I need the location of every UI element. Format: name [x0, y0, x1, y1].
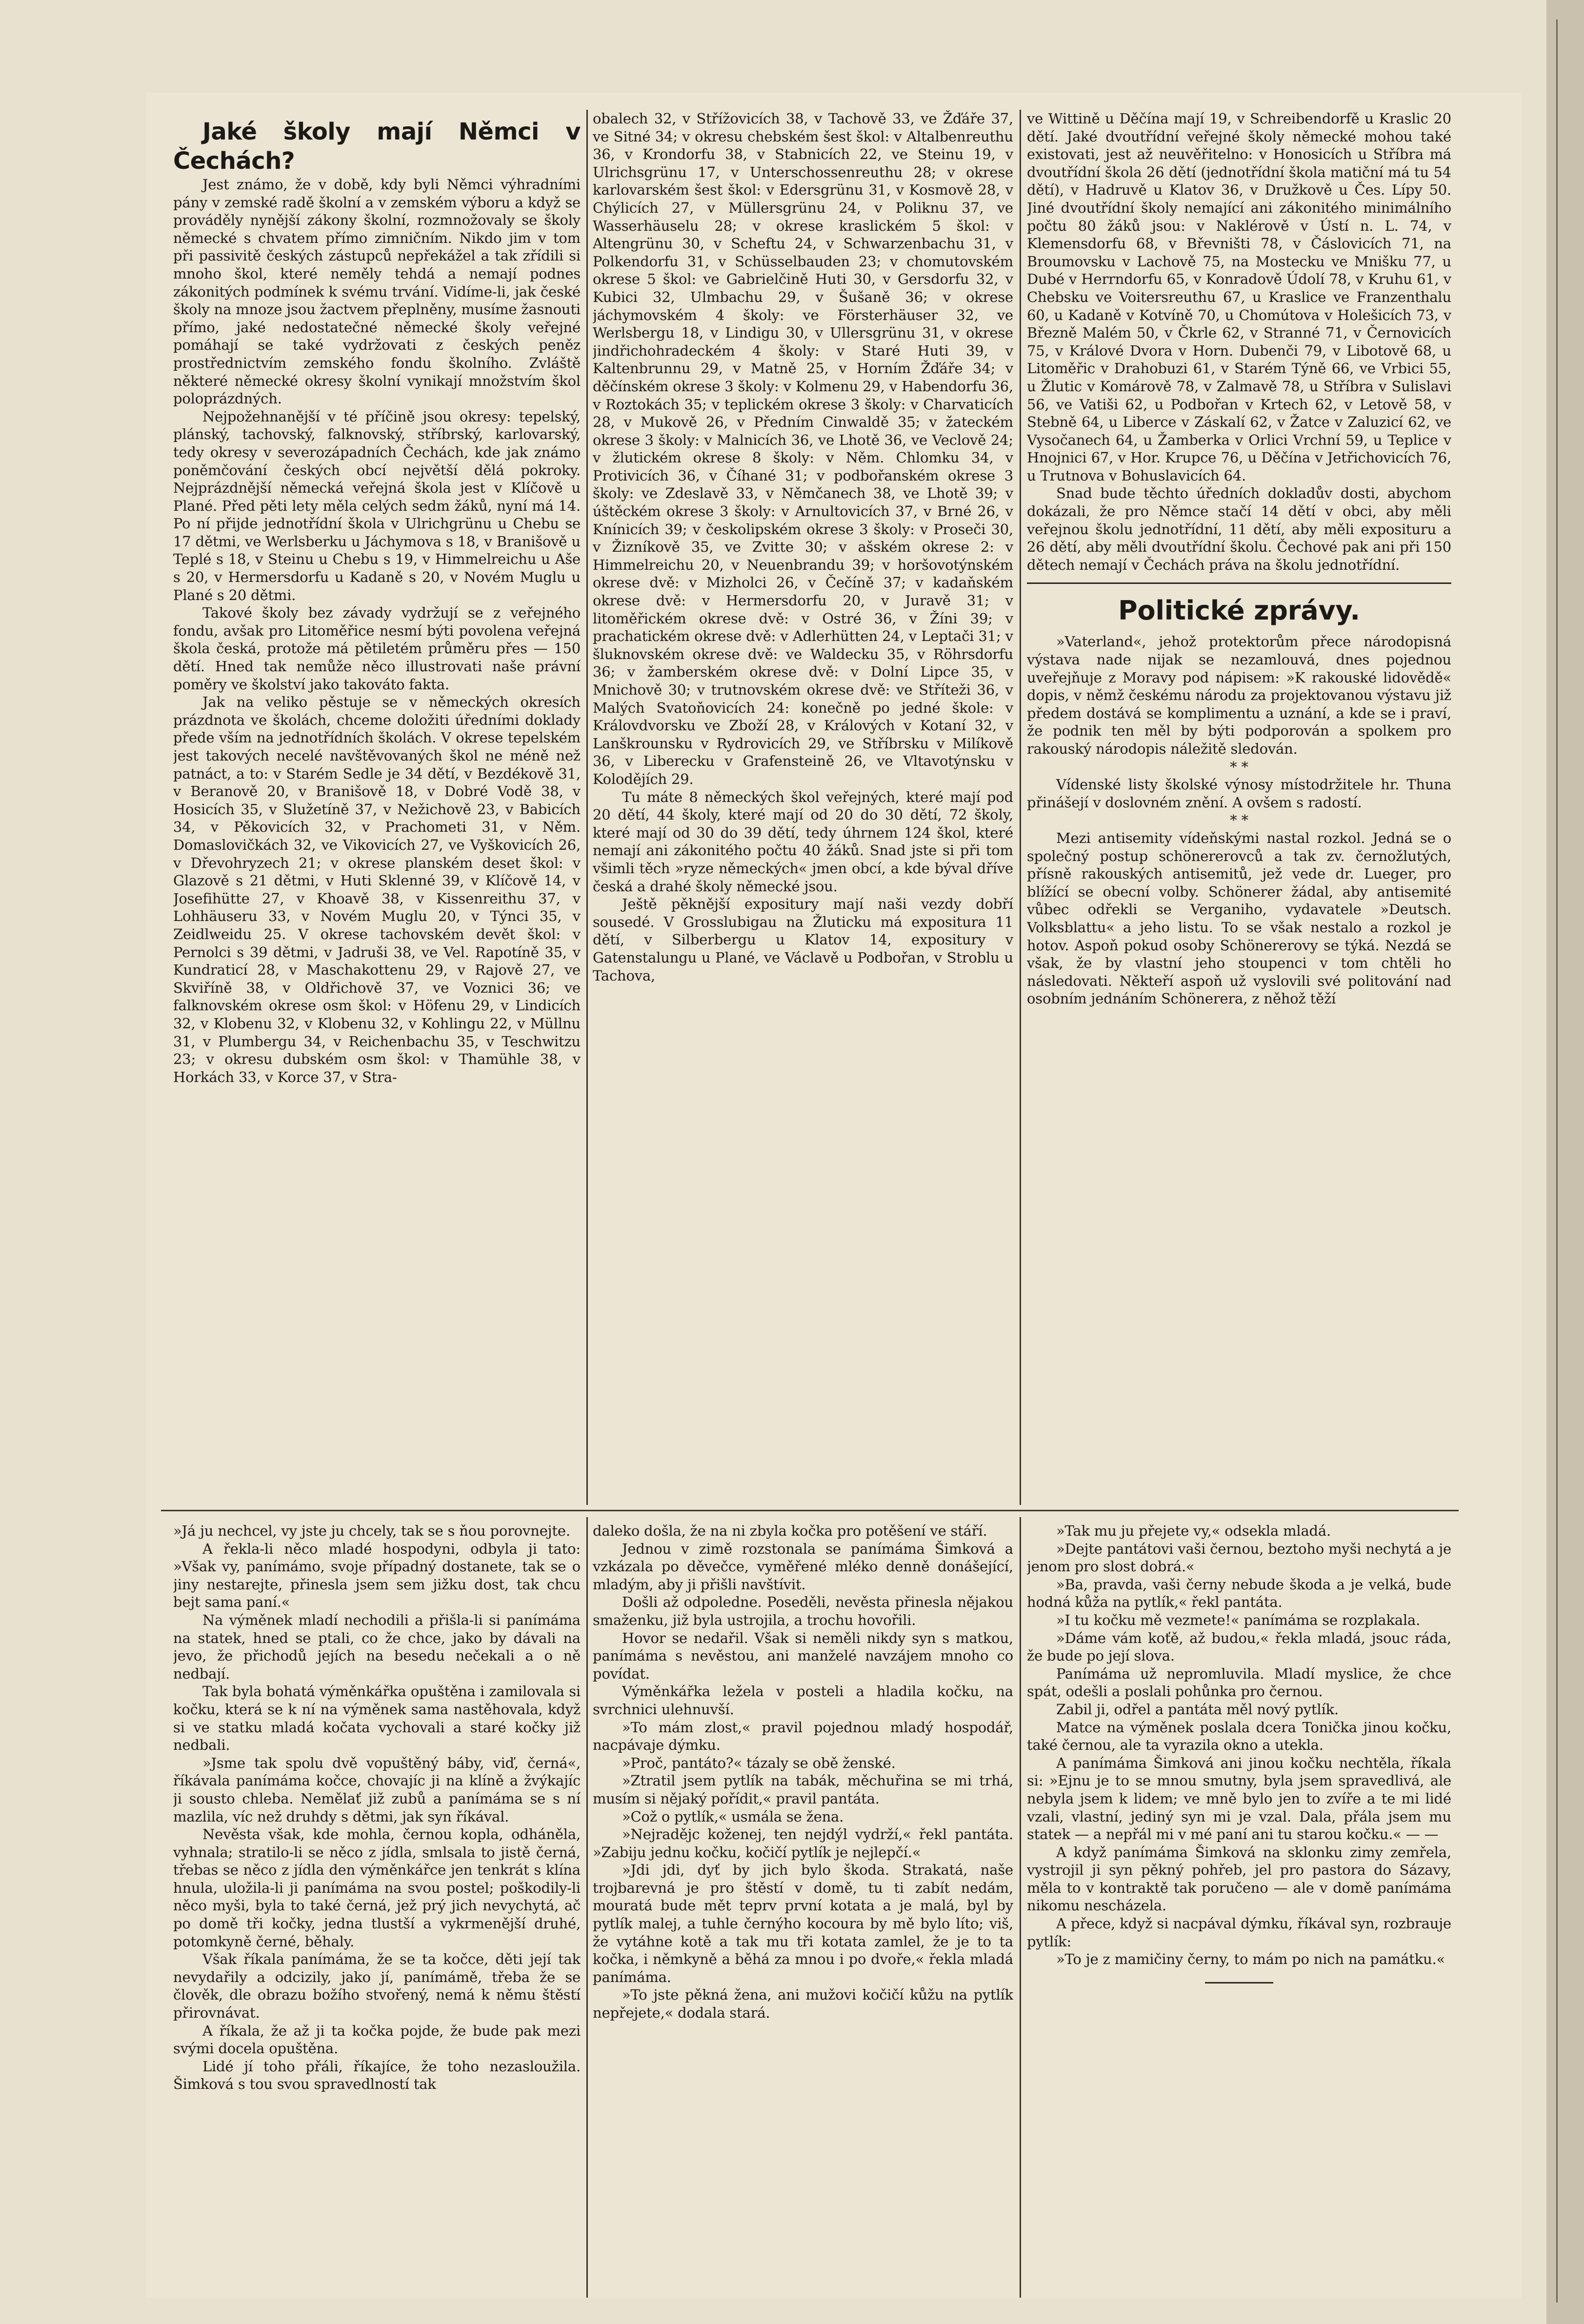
feuilleton-paragraph: Panímáma už nepromluvila. Mladí myslice, že chce spát, odešli a poslali pohůnka pro černou.: [1027, 1665, 1451, 1700]
article-paragraph: Nejpožehnanější v té příčině jsou okresy: tepelský, plánský, tachovský, falknovský, stříbrský, karlovarský, tedy okresy v severozápadních Čechách, kde jak známo poněmčování českých obcí největší dělá pokroky. Nejprázdnější německá veřejná škola jest v Klíčově u Plané. Před pěti lety měla celých sedm žáků, nyní má 14. Po ní přijde jednotřídní škola v Ulrichgrünu u Chebu se 17 dětmi, ve Werlsberku u Jáchymova s 18, v Branišově u Teplé s 18, v Steinu u Chebu s 19, v Himmelreichu u Aše s 20, v Hermersdorfu u Kadaně s 20, v Novém Muglu u Plané s 20 dětmi.: [173, 408, 581, 603]
page-edge: [1546, 0, 1584, 2324]
feuilleton-paragraph: Na výměnek mladí nechodili a přišla-li si panímáma na statek, hned se ptali, co že chce, jako by dávali na jevo, že přichodů jejích na besedu nečekali a o ně nedbají.: [173, 1611, 581, 1682]
feuilleton-paragraph: Nevěsta však, kde mohla, černou kopla, odháněla, vyhnala; stratilo-li se něco z jídla, smlsala to jistě černá, třebas se něco z jídla den výměnkářce jen tenkrát s klína hnula, uložila-li ji panímáma na svou postel; poškodily-li něco myši, byla to také černá, jež prý jich nevychytá, ač po domě tři kočky, jedna tlustší a vykrmenější druhé, potomkyně černé, běhaly.: [173, 1826, 581, 1950]
feuilleton-paragraph: daleko došla, že na ni zbyla kočka pro potěšení ve stáří.: [593, 1523, 987, 1539]
feuilleton-paragraph: »Jsme tak spolu dvě vopuštěný báby, viď, černá«, říkávala panímáma kočce, chovajíc ji na klíně a žvýkajíc ji sousto chleba. Nemělať již zubů a panímáma se s ní mazlila, víc než druhdy s dětmi, jak syn říkával.: [173, 1754, 581, 1825]
column-rule: [586, 110, 588, 1505]
separator-asterisks: * *: [1230, 812, 1248, 829]
feuilleton-paragraph: »To je z mamičiny černy, to mám po nich na památku.«: [1056, 1951, 1445, 1968]
feuilleton-paragraph: Tak byla bohatá výměnkářka opuštěna i zamilovala si kočku, která se k ní na výměnek sama nastěhovala, když si ve statku mladá kočata vychovali a staré kočky již nedbali.: [173, 1683, 581, 1754]
article-paragraph: Snad bude těchto úředních dokladův dosti, abychom dokázali, že pro Němce stačí 14 dětí v obci, aby měli veřejnou školu jednotřídní, 11 dětí, aby měli exposituru a 26 dětí, aby měli dvoutřídní školu. Čechové pak ani při 150 dětech nemají v Čechách práva na školu jednotřídní.: [1027, 485, 1451, 573]
feuilleton-paragraph: Matce na výměnek poslala dcera Tonička jinou kočku, také černou, ale ta vyrazila okno a utekla.: [1027, 1719, 1451, 1754]
feuilleton-paragraph: »Proč, pantáto?« tázaly se obě ženské.: [622, 1754, 896, 1771]
feuilleton-paragraph: Lidé jí toho přáli, říkajíce, že toho nezasloužila. Šimková s tou svou spravedlností tak: [173, 2058, 581, 2093]
article-headline: Jaké školy mají Němci v Čechách?: [173, 118, 581, 175]
column-rule: [1020, 110, 1021, 1505]
article-paragraph: Tu máte 8 německých škol veřejných, které mají pod 20 dětí, 44 školy, které mají od 20 do 30 dětí, 72 školy, které mají od 30 do 39 dětí, tedy úhrnem 124 škol, které nemají ani zákonitého počtu 40 žáků. Snad jste si při tom všimli těch »ryze německých« jmen obcí, a kde býval dříve česká a drahé školy německé jsou.: [593, 788, 1013, 895]
feuilleton-paragraph: Došli až odpoledne. Poseděli, nevěsta přinesla nějakou smaženku, již byla ustrojila, a trochu hovořili.: [593, 1594, 1013, 1628]
column-rule: [1020, 1517, 1021, 2298]
feuilleton-paragraph: Jednou v zimě rozstonala se panímáma Šimková a vzkázala po děvečce, vyměřené mléko denně donášející, mladým, aby ji přišli navštívit.: [593, 1540, 1013, 1593]
article-paragraph: Jest známo, že v době, kdy byli Němci výhradními pány v zemské radě školní a v zemském výboru a když se prováděly nynější zákony školní, rozmnožovaly se školy německé s chvatem přímo zimničním. Nikdo jim v tom při passivitě českých zástupců nepřekážel a tak zřídili si mnoho škol, které neměly tehdá a nemají podnes zákonitých podmínek k svému trvání. Vidíme-li, jak české školy na mnoze jsou žactvem přeplněny, musíme žasnouti přímo, jaké nedostatečné německé školy veřejné pomáhají se také vydržovati z českých peněz prostřednictvím zemského fondu školního. Zvláště některé německé okresy školní vynikají množstvím škol poloprázdných.: [173, 176, 581, 407]
feuilleton-paragraph: A když panímáma Šimková na sklonku zimy zemřela, vystrojil ji syn pěkný pohřeb, jel pro pastora do Sázavy, měla to v kontraktě tak poručeno — ale v domě panímáma nikomu nescházela.: [1027, 1843, 1451, 1914]
feuilleton-paragraph: »Což o pytlík,« usmála se žena.: [622, 1808, 844, 1825]
section-heading-politics: Politické zprávy.: [1118, 595, 1360, 626]
article-paragraph: Takové školy bez závady vydržují se z veřejného fondu, avšak pro Litoměřice nesmí býti povolena veřejná škola česká, protože má pětiletém průměru přes — 150 dětí. Hned tak nemůže něco illustrovati naše právní poměry ve školství jako takováto fakta.: [173, 604, 581, 693]
feuilleton-paragraph: »Já ju nechcel, vy jste ju chcely, tak se s ňou porovnejte.: [173, 1523, 570, 1539]
article-paragraph: Jak na veliko pěstuje se v německých okresích prázdnota ve školách, chceme doložiti úředními doklady přede vším na jednotřídních školách. V okrese tepelském jest takových necelé navštěvovaných škol ne méně než patnáct, a to: v Starém Sedle je 34 dětí, v Bezdékově 31, v Beranově 20, v Branišově 18, v Dobré Vodě 38, v Hosicích 35, v Služetíně 37, v Nežichově 23, v Babicích 34, v Pěkovicích 32, v Prachometi 31, v Něm. Domaslovičkách 32, ve Vikovicích 27, ve Vyškovicích 26, v Dřevohryzech 21; v okrese planském deset škol: v Glazově s 21 dětmi, v Huti Sklenné 39, v Klíčově 14, v Josefihütte 27, v Khoavě 38, v Kissenreithu 37, v Lohhäuseru 33, v Novém Muglu 20, v Týnci 35, v Zeidlweidu 25. V okrese tachovském devět škol: v Pernolci s 39 dětmi, v Jadruši 38, ve Vel. Rapotíně 35, v Kundraticí 28, v Maschakottenu 29, v Rajově 27, ve Skviříně 38, v Oldřichově 37, ve Voznici 36; ve falknovském okrese osm škol: v Höfenu 29, v Lindicích 32, v Klobenu 32, v Klobenu 32, v Kohlingu 22, v Müllnu 31, v Plumbergu 34, v Reichenbachu 35, v Teschwitzu 23; v okresu dubském osm škol: v Thamühle 38, v Horkách 33, v Korce 37, v Stra-: [173, 694, 581, 1085]
feuilleton-paragraph: A řekla-li něco mladé hospodyni, odbyla ji tato: »Však vy, panímámo, svoje případný dostanete, tak se o jiny nestarejte, přinesla jsem sem jižku dost, tak chcu bejt sama paní.«: [173, 1540, 581, 1611]
article-paragraph: obalech 32, v Střížovicích 38, v Tachově 33, ve Žďáře 37, ve Sitné 34; v okresu chebském šest škol: v Altalbenreuthu 36, v Krondorfu 38, v Stabnicích 22, ve Steinu 19, v Ulrichsgrünu 17, v Unterschossenreuthu 28; v okrese karlovarském šest škol: v Edersgrünu 31, v Kosmově 28, v Chýlicích 27, v Müllersgrünu 24, v Poliknu 37, ve Wasserhäuselu 28; v okrese kraslickém 5 škol: v Altengrünu 30, v Scheftu 24, v Schwarzenbachu 31, v Polkendorfu 31, v Schüsselbauden 23; v chomutovském okrese 5 škol: ve Gabrielčině Huti 30, v Gersdorfu 32, v Kubici 32, Ulmbachu 29, v Šušaně 36; v okrese jáchymovském 4 školy: ve Försterhäuser 32, ve Werlsbergu 18, v Lindigu 30, v Ullersgrünu 31, v okrese jindřichohradeckém 4 školy: v Staré Huti 39, v Kaltenbrunnu 29, v Matně 25, v Horním Žďáře 34; v děčínském okrese 3 školy: v Kolmenu 29, v Habendorfu 36, v Roztokách 35; v teplickém okrese 3 školy: v Charvaticích 28, v Mukově 26, v Předním Cinwaldě 35; v žateckém okrese 3 školy: v Malnicích 36, ve Lhotě 36, ve Veclově 24; v žlutickém okrese 8 školy: v Něm. Chlomku 34, v Protivicích 36, v Číhané 31; v podbořanském okrese 3 školy: ve Zdeslavě 33, v Němčanech 38, ve Lhotě 39; v úštěckém okrese 3 školy: v Arnultovicích 37, v Brné 26, v Knínicích 39; v českolipském okrese 3 školy: v Proseči 30, v Žizníkově 35, ve Zvitte 30; v ašském okrese 2: v Himmelreichu 20, v Neuenbrandu 39; v horšovotýnském okrese dvě: v Mizholci 26, v Čečíně 37; v kadaňském okrese dvě: v Hermersdorfu 20, v Juravě 31; v litoměřickém okrese dvě: v Ostré 36, v Žíni 39; v prachatickém okrese dvě: v Adlerhütten 24, v Leptači 31; v šluknovském okrese dvě: ve Waldecku 35, v Röhrsdorfu 36; v žamberském okrese dvě: v Dolní Lipce 35, v Mnichově 30; v trutnovském okrese dvě: ve Stříteži 36, v Malých Svatoňovicích 24: konečně po jedné škole: v Královdvorsku ve Zboží 28, v Králových v Kotaní 32, v Lanškrounsku v Rydrovicích 29, ve Stříbrsku v Milíkově 36, v Liberecku v Grafensteině 26, ve Vltavotýnsku v Kolodějích 29.: [593, 110, 1013, 787]
feuilleton-column-1: [173, 1522, 581, 2298]
feuilleton-paragraph: »To mám zlost,« pravil pojednou mladý hospodář, nacpávaje dýmku.: [593, 1719, 1013, 1754]
feuilleton-paragraph: »Nejradějc koženej, ten nejdýl vydrží,« řekl pantáta. »Zabiju jednu kočku, kočičí pytlík je nejlepčí.«: [593, 1826, 1013, 1861]
politics-paragraph: Mezi antisemity vídeňskými nastal rozkol. Jedná se o společný postup schönererovců a tak zv. černožlutých, přísně rakouských antisemitů, jež vede dr. Lueger, pro blížící se obecní volby. Schönerer žádal, aby antisemité vůbec odřekli se Verganiho, vydavatele »Deutsch. Volksblattu« a jeho listu. To se však nestalo a rozkol je hotov. Aspoň pokud osoby Schönererovy se týká. Nezdá se však, že by vlastní jeho stoupenci v tom chtěli ho následovati. Někteří aspoň už vyslovili své politování nad osobním jednáním Schönerera, z něhož těží: [1027, 829, 1451, 1007]
feuilleton-paragraph: A říkala, že až ji ta kočka pojde, že bude pak mezi svými docela opuštěna.: [173, 2022, 581, 2057]
feuilleton-column-2: [593, 1522, 1013, 2298]
feuilleton-paragraph: A panímáma Šimková ani jinou kočku nechtěla, říkala si: »Ejnu je to se mnou smutny, byla jsem spravedlivá, ale nebyla jsem k lidem; ve mně bylo jen to zvíře a te mi lidé vzali, vlastní, jediný syn mi je vzal. Dala, přála jsem mu statek — a nepřál mi v mé paní ani tu starou kočku.« — —: [1027, 1754, 1451, 1843]
article-paragraph: Ještě pěknější expositury mají naši vezdy dobří sousedé. V Grosslubigau na Žluticku má expositura 11 dětí, v Silberbergu u Klatov 14, expositury v Gatenstalungu u Plané, ve Václavě u Podbořan, v Stroblu u Tachova,: [593, 896, 1013, 984]
feuilleton-paragraph: A přece, když si nacpával dýmku, říkával syn, rozbrauje pytlík:: [1027, 1915, 1451, 1950]
politics-paragraph: »Vaterland«, jehož protektorům přece národopisná výstava nade nijak se nezamlouvá, dnes pojednou uveřejňuje z Moravy pod nápisem: »K rakouské lidovědě« dopis, v němž českému národu za projektovanou výstavu již předem dostává se komplimentu a uznání, a kde se i praví, že podnik ten měl by býti podporován a spolkem pro rakouský národopis náležitě sledován.: [1027, 633, 1451, 757]
column-rule: [586, 1517, 588, 2298]
feuilleton-paragraph: Hovor se nedařil. Však si neměli nikdy syn s matkou, panímáma s nevěstou, ani manželé navzájem mnoho co povídat.: [593, 1629, 1013, 1682]
feuilleton-divider: [161, 1510, 1459, 1511]
feuilleton-paragraph: »I tu kočku mě vezmete!« panímáma se rozplakala.: [1056, 1611, 1421, 1628]
feuilleton-paragraph: »Ztratil jsem pytlík na tabák, měchuřina se mi trhá, musím si nějaký pořídit,« pravil pantáta.: [593, 1772, 1013, 1807]
article-paragraph: ve Wittině u Děčína mají 19, v Schreibendorfě u Kraslic 20 dětí. Jaké dvoutřídní veřejné školy německé mohou také existovati, jest až neuvěřitelno: v Honosicích u Stříbra má dvoutřídní škola 26 dětí (jednotřídní škola matiční má tu 54 dětí), v Hadruvě u Klatov 36, v Družkově u Čes. Lípy 50. Jiné dvoutřídní školy nemající ani zákonitého minimálního počtu 80 žáků jsou: v Naklérově v Ústí n. L. 74, v Klemensdorfu 68, v Břevništi 78, v Čáslovicích 71, na Broumovsku v Lachově 75, na Mostecku ve Mnišku 77, u Dubé v Herrndorfu 65, v Konradově Údolí 78, v Kruhu 61, v Chebsku ve Voitersreuthu 67, u Kraslice ve Franzenthalu 60, u Kadaně v Kotvíně 70, u Chomútova v Holešicích 73, v Březně Malém 50, v Čkrle 62, v Stranné 71, v Černovicích 75, v Králové Dvora v Horn. Dubenči 79, v Libotově 68, u Litoměřic v Drahobuzi 61, v Starém Týně 66, ve Vrbici 55, u Žlutic v Komárově 78, v Zalmavě 78, u Stříbra v Sulislavi 56, ve Vatiši 62, u Podbořan v Krtech 62, v Letově 58, v Stebně 64, u Liberce v Záskalí 62, v Žatce v Zaluzicí 62, ve Vysočanech 64, u Žamberka v Orlici Vrchní 59, u Teplice v Hnojnici 67, v Hor. Krupce 76, u Děčína v Jetřichovicích 76, u Trutnova v Bohuslavicích 64.: [1027, 110, 1451, 484]
feuilleton-paragraph: Zabil ji, odřel a pantáta měl nový pytlík.: [1056, 1701, 1339, 1718]
feuilleton-paragraph: »Dejte pantátovi vaši černou, beztoho myši nechytá a je jenom pro slost dobrá.«: [1027, 1540, 1451, 1575]
feuilleton-paragraph: »Ba, pravda, vaši černy nebude škoda a je velká, bude hodná kůža na pytlík,« řekl pantáta.: [1027, 1576, 1451, 1611]
feuilleton-paragraph: »Dáme vám koťě, až budou,« řekla mladá, jsouc ráda, že bude po její slova.: [1027, 1629, 1451, 1664]
feuilleton-paragraph: »To jste pěkná žena, ani mužovi kočičí kůžu na pytlík nepřejete,« dodala stará.: [593, 1986, 1013, 2022]
feuilleton-paragraph: Výměnkářka ležela v posteli a hladila kočku, na svrchnici ulehnuvší.: [593, 1683, 1013, 1718]
feuilleton-paragraph: »Jdi jdi, dyť by jich bylo škoda. Strakatá, naše trojbarevná je pro štěstí v domě, tu ti zabít nedám, mouratá bude mět teprv první kotata a je malá, byl by pytlík malej, a tuhle černýho kocoura by mě bylo líto; viš, že vytáhne kotě a tak mu tři kotata zamlel, že je to ta kočka, i němkyně a běhá za mnou i po dvoře,« řekla mladá panímáma.: [593, 1862, 1013, 1985]
separator-asterisks: * *: [1230, 758, 1248, 775]
article-schools-column-1: [173, 117, 581, 1503]
edge-line: [1556, 20, 1558, 2303]
politics-paragraph: Vídenské listy školské výnosy místodržitele hr. Thuna přinášejí v doslovném znění. A ovšem s radostí.: [1027, 776, 1451, 811]
feuilleton-paragraph: Však říkala panímáma, že se ta kočce, děti její tak nevydařily a odcizily, jako jí, panímámě, třeba že se člověk, dle obrazu božího stvořený, nemá k němu štěstí přirovnávat.: [173, 1951, 581, 2022]
section-divider: [1027, 582, 1451, 584]
feuilleton-column-3: [1027, 1522, 1451, 2298]
article-schools-column-2: [593, 110, 1013, 1495]
article-schools-column-3: [1027, 110, 1451, 1495]
feuilleton-paragraph: »Tak mu ju přejete vy,« odsekla mladá.: [1056, 1523, 1331, 1539]
end-rule: [1205, 1982, 1273, 1983]
